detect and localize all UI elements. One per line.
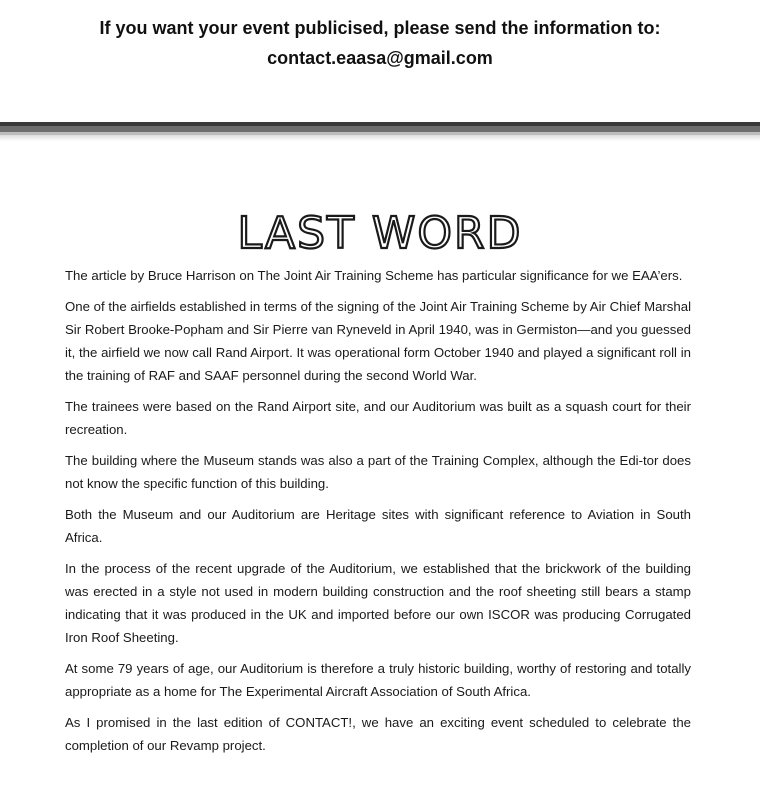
article-body <box>65 264 691 765</box>
article-paragraph: At some 79 years of age, our Auditorium is therefore a truly historic building, worthy of restoring and totally appropriate as a home for The Experimental Aircraft Association of South Africa. <box>65 661 691 699</box>
contact-email[interactable]: contact.eaasa@gmail.com <box>267 48 493 68</box>
publicity-notice <box>0 0 760 122</box>
section-divider <box>0 122 760 142</box>
article-title <box>0 200 760 260</box>
article-paragraph: The building where the Museum stands was also a part of the Training Complex, although the Edi-tor does not know the specific function of this building. <box>65 453 691 491</box>
title-text: LAST WORD <box>237 208 523 259</box>
article-paragraph: In the process of the recent upgrade of the Auditorium, we established that the brickwork of the building was erected in a style not used in modern building construction and the roof sheeting still bears a stamp indicating that it was produced in the UK and imported before our own ISCOR was producing Corrugated Iron Roof Sheeting. <box>65 561 691 645</box>
article-paragraph: The trainees were based on the Rand Airport site, and our Auditorium was built as a squash court for their recreation. <box>65 399 691 437</box>
publicity-instruction: If you want your event publicised, please send the information to: <box>99 18 661 38</box>
title-lettering <box>190 200 570 260</box>
article-paragraph: Both the Museum and our Auditorium are Heritage sites with significant reference to Aviation in South Africa. <box>65 507 691 545</box>
article-paragraph: One of the airfields established in terms of the signing of the Joint Air Training Scheme by Air Chief Marshal Sir Robert Brooke-Popham and Sir Pierre van Ryneveld in April 1940, was in Germiston—and you guessed it, the airfield we now call Rand Airport. It was operational form October 1940 and played a significant roll in the training of RAF and SAAF personnel during the second World War. <box>65 299 691 383</box>
article-paragraph: The article by Bruce Harrison on The Joint Air Training Scheme has particular significance for we EAA’ers. <box>65 268 683 283</box>
article-paragraph: As I promised in the last edition of CONTACT!, we have an exciting event scheduled to celebrate the completion of our Revamp project. <box>65 715 691 753</box>
